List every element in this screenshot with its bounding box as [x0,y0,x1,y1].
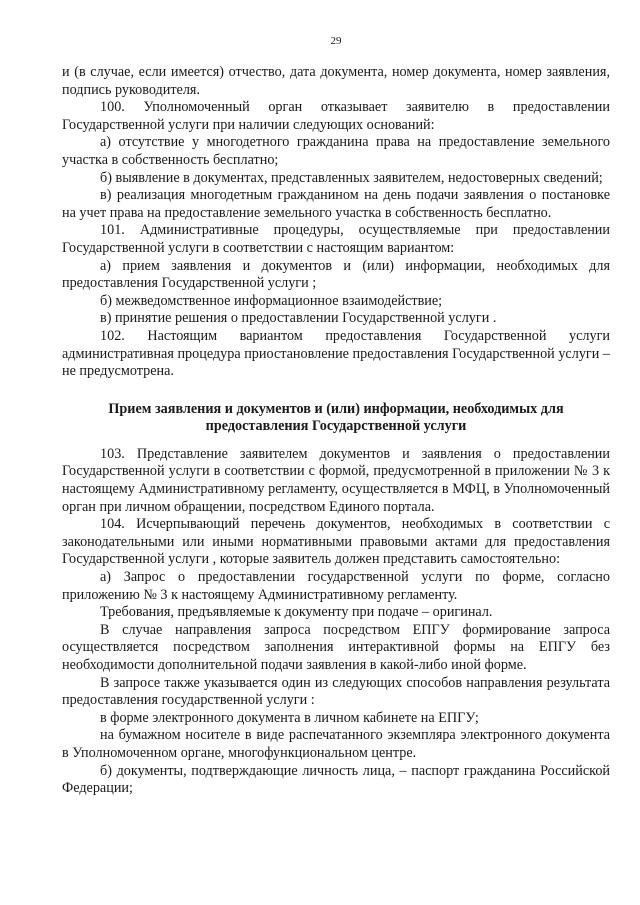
paragraph-101: 101. Административные процедуры, осуществляемые при предоставлении Государственной услуги в соответствии с настоящим вариантом: [62,222,610,256]
paragraph-100-a: а) отсутствие у многодетного гражданина права на предоставление земельного участка в собственность бесплатно; [62,134,610,168]
paragraph-102: 102. Настоящим вариантом предоставления Государственной услуги административная процедура приостановление предоставления Государственной услуги – не предусмотрена. [62,327,610,380]
paragraph-epgu-request: В случае направления запроса посредством ЕПГУ формирование запроса осуществляется посредством заполнения интерактивной формы на ЕПГУ без необходимости дополнительной подачи заявления в какой-либо иной форме. [62,621,610,673]
paragraph-104-b: б) документы, подтверждающие личность лица, – паспорт гражданина Российской Федерации; [62,762,610,797]
paragraph-continuation: и (в случае, если имеется) отчество, дата документа, номер документа, номер заявления, подпись руководителя. [62,64,610,98]
paragraph-103: 103. Представление заявителем документов и заявления о предоставлении Государственной услуги в соответствии с формой, предусмотренной в приложении № 3 к настоящему Административному регламенту, осуществляется в МФЦ, в Уполномоченный орган при личном обращении, посредством Единого портала. [62,445,610,515]
page-number: 29 [330,35,342,47]
paragraph-100-b: б) выявление в документах, представленных заявителем, недостоверных сведений; [100,169,603,186]
paragraph-requirements: Требования, предъявляемые к документу при подаче – оригинал. [100,604,493,621]
paragraph-101-a: а) прием заявления и документов и (или) информации, необходимых для предоставления Государственной услуги ; [62,257,610,292]
paragraph-method-paper: на бумажном носителе в виде распечатанного экземпляра электронного документа в Уполномоченном органе, многофункциональном центре. [62,727,610,761]
paragraph-100-c: в) реализация многодетным гражданином на день подачи заявления о постановке на учет права на предоставление земельного участка в собственность бесплатно. [62,187,610,221]
section-heading: Прием заявления и документов и (или) информации, необходимых для предоставления Государственной услуги [108,400,564,435]
paragraph-101-c: в) принятие решения о предоставлении Государственной услуги . [100,310,497,327]
paragraph-100: 100. Уполномоченный орган отказывает заявителю в предоставлении Государственной услуги при наличии следующих оснований: [62,99,610,133]
paragraph-delivery-methods: В запросе также указывается один из следующих способов направления результата предоставления государственной услуги : [62,674,610,709]
paragraph-104-a: а) Запрос о предоставлении государственной услуги по форме, согласно приложению № 3 к настоящему Административному регламенту. [62,569,610,603]
paragraph-method-electronic: в форме электронного документа в личном кабинете на ЕПГУ; [100,709,479,726]
paragraph-101-b: б) межведомственное информационное взаимодействие; [100,292,443,309]
paragraph-104: 104. Исчерпывающий перечень документов, необходимых в соответствии с законодательными или иными нормативными правовыми актами для предоставления Государственной услуги , которые заявитель должен представить самостоятельно: [62,516,610,568]
